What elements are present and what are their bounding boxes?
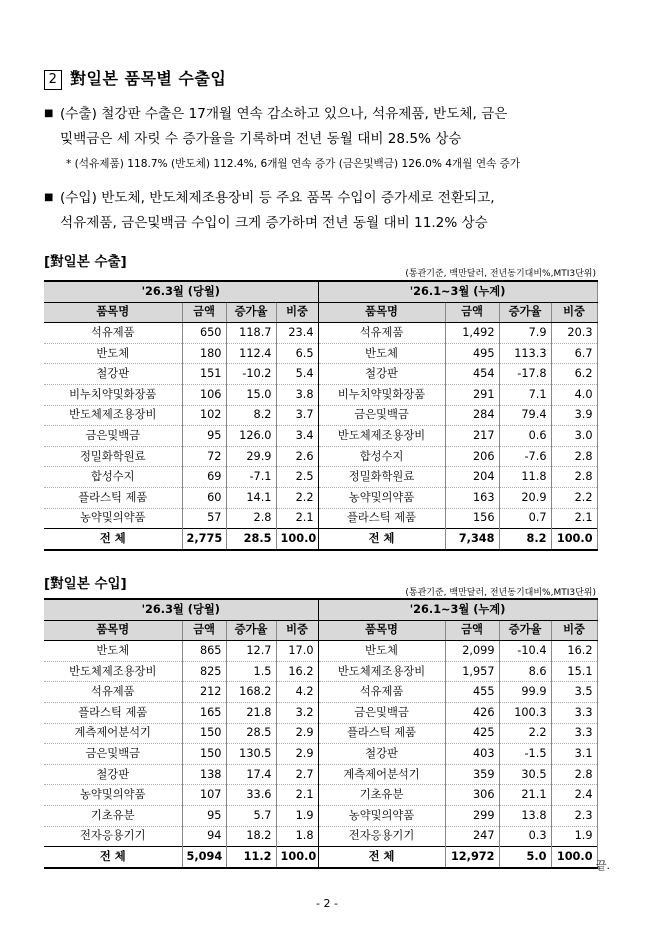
value-cell: 20.9 [499, 487, 551, 508]
item-name-cell: 플라스틱 제품 [44, 702, 182, 723]
value-cell: 2.2 [551, 487, 597, 508]
square-bullet-icon: ■ [44, 108, 54, 119]
value-cell: 20.3 [551, 323, 597, 344]
item-name-cell: 반도체 [44, 641, 182, 662]
value-cell: 60 [182, 487, 226, 508]
value-cell: 156 [445, 508, 499, 529]
end-mark: . 끝. [588, 859, 610, 872]
value-cell: 17.4 [226, 764, 276, 785]
table-row [44, 384, 597, 405]
value-cell: 4.0 [551, 384, 597, 405]
item-name-cell: 농약및의약품 [44, 785, 182, 806]
value-cell: 106 [182, 384, 226, 405]
period-caption-monthly: '26.3월 (당월) [44, 281, 318, 302]
value-cell: 94 [182, 826, 226, 847]
value-cell: 2.1 [551, 508, 597, 529]
total-value-cell: 5,094 [182, 847, 226, 868]
total-value-cell: 7,348 [445, 529, 499, 550]
total-value-cell: 100.0 [276, 847, 318, 868]
item-name-cell: 농약및의약품 [44, 508, 182, 529]
value-cell: 359 [445, 764, 499, 785]
item-name-cell: 플라스틱 제품 [318, 723, 445, 744]
value-cell: 284 [445, 405, 499, 426]
value-cell: 1.9 [276, 805, 318, 826]
table-row [44, 723, 597, 744]
value-cell: 23.4 [276, 323, 318, 344]
value-cell: -1.5 [499, 744, 551, 765]
table-row [44, 446, 597, 467]
period-caption-cumulative: '26.1~3월 (누계) [318, 281, 597, 302]
value-cell: -17.8 [499, 364, 551, 385]
export-table-title: [對일본 수출] [44, 254, 127, 270]
value-cell: 30.5 [499, 764, 551, 785]
column-header: 증가율 [226, 302, 276, 323]
value-cell: 1,957 [445, 661, 499, 682]
item-name-cell: 철강판 [44, 364, 182, 385]
value-cell: 112.4 [226, 343, 276, 364]
value-cell: 2.1 [276, 785, 318, 806]
value-cell: 3.2 [276, 702, 318, 723]
column-header: 금액 [445, 620, 499, 641]
export-summary-line-1: (수출) 철강판 수출은 17개월 연속 감소하고 있으나, 석유제품, 반도체, 금은 [60, 106, 508, 122]
value-cell: 455 [445, 682, 499, 703]
value-cell: 163 [445, 487, 499, 508]
value-cell: -10.2 [226, 364, 276, 385]
value-cell: 5.4 [276, 364, 318, 385]
value-cell: 8.6 [499, 661, 551, 682]
total-value-cell: 100.0 [551, 529, 597, 550]
table-row [44, 682, 597, 703]
value-cell: 0.3 [499, 826, 551, 847]
value-cell: 102 [182, 405, 226, 426]
table-row [44, 487, 597, 508]
square-bullet-icon: ■ [44, 192, 54, 203]
column-header: 증가율 [499, 302, 551, 323]
value-cell: 130.5 [226, 744, 276, 765]
total-value-cell: 8.2 [499, 529, 551, 550]
table-row [44, 426, 597, 447]
value-cell: 95 [182, 805, 226, 826]
total-value-cell: 100.0 [276, 529, 318, 550]
import-unit-note: (통관기준, 백만달러, 전년동기대비%,MTI3단위) [405, 588, 596, 598]
value-cell: 2.8 [226, 508, 276, 529]
export-unit-note: (통관기준, 백만달러, 전년동기대비%,MTI3단위) [405, 269, 596, 279]
total-value-cell: 2,775 [182, 529, 226, 550]
section-title: 對일본 품목별 수출입 [70, 69, 227, 88]
value-cell: 99.9 [499, 682, 551, 703]
value-cell: 306 [445, 785, 499, 806]
value-cell: 425 [445, 723, 499, 744]
table-row [44, 467, 597, 488]
value-cell: 6.5 [276, 343, 318, 364]
total-row [44, 529, 597, 550]
item-name-cell: 플라스틱 제품 [44, 487, 182, 508]
value-cell: 138 [182, 764, 226, 785]
value-cell: 2.2 [499, 723, 551, 744]
value-cell: 426 [445, 702, 499, 723]
item-name-cell: 금은및백금 [318, 405, 445, 426]
table-row [44, 323, 597, 344]
value-cell: 33.6 [226, 785, 276, 806]
table-row [44, 641, 597, 662]
value-cell: 8.2 [226, 405, 276, 426]
column-header-row [44, 620, 597, 641]
page-number: - 2 - [316, 897, 338, 910]
value-cell: 2.4 [551, 785, 597, 806]
item-name-cell: 반도체 [318, 343, 445, 364]
table-row [44, 508, 597, 529]
value-cell: 2,099 [445, 641, 499, 662]
item-name-cell: 비누치약및화장품 [318, 384, 445, 405]
value-cell: 15.1 [551, 661, 597, 682]
item-name-cell: 반도체제조용장비 [318, 426, 445, 447]
table-row [44, 661, 597, 682]
value-cell: 3.3 [551, 723, 597, 744]
column-header: 비중 [551, 620, 597, 641]
value-cell: 2.3 [551, 805, 597, 826]
item-name-cell: 농약및의약품 [318, 487, 445, 508]
column-header: 금액 [182, 620, 226, 641]
value-cell: 18.2 [226, 826, 276, 847]
value-cell: 126.0 [226, 426, 276, 447]
value-cell: 2.6 [276, 446, 318, 467]
import-summary-paragraph [44, 185, 629, 236]
value-cell: 107 [182, 785, 226, 806]
item-name-cell: 반도체제조용장비 [318, 661, 445, 682]
value-cell: 217 [445, 426, 499, 447]
section-heading [44, 66, 226, 90]
value-cell: 17.0 [276, 641, 318, 662]
item-name-cell: 합성수지 [44, 467, 182, 488]
value-cell: 865 [182, 641, 226, 662]
item-name-cell: 금은및백금 [44, 426, 182, 447]
table-row [44, 785, 597, 806]
total-value-cell: 28.5 [226, 529, 276, 550]
value-cell: 2.8 [551, 446, 597, 467]
value-cell: 495 [445, 343, 499, 364]
column-header: 비중 [276, 620, 318, 641]
value-cell: 16.2 [276, 661, 318, 682]
table-row [44, 826, 597, 847]
item-name-cell: 전자응용기기 [318, 826, 445, 847]
value-cell: -7.6 [499, 446, 551, 467]
item-name-cell: 철강판 [318, 364, 445, 385]
value-cell: 2.9 [276, 744, 318, 765]
item-name-cell: 철강판 [318, 744, 445, 765]
item-name-cell: 금은및백금 [318, 702, 445, 723]
value-cell: 7.1 [499, 384, 551, 405]
value-cell: 28.5 [226, 723, 276, 744]
value-cell: 151 [182, 364, 226, 385]
value-cell: -7.1 [226, 467, 276, 488]
item-name-cell: 정밀화학원료 [44, 446, 182, 467]
value-cell: 2.7 [276, 764, 318, 785]
item-name-cell: 반도체 [44, 343, 182, 364]
value-cell: 3.1 [551, 744, 597, 765]
column-header: 비중 [551, 302, 597, 323]
item-name-cell: 석유제품 [318, 682, 445, 703]
value-cell: 180 [182, 343, 226, 364]
value-cell: 1.8 [276, 826, 318, 847]
value-cell: 3.8 [276, 384, 318, 405]
total-row [44, 847, 597, 868]
item-name-cell: 비누치약및화장품 [44, 384, 182, 405]
table-row [44, 744, 597, 765]
item-name-cell: 합성수지 [318, 446, 445, 467]
total-label-cell: 전 체 [44, 529, 182, 550]
value-cell: 150 [182, 723, 226, 744]
item-name-cell: 석유제품 [44, 682, 182, 703]
period-caption-cumulative: '26.1~3월 (누계) [318, 599, 597, 620]
section-number-box: 2 [44, 70, 62, 90]
value-cell: 299 [445, 805, 499, 826]
value-cell: 3.5 [551, 682, 597, 703]
value-cell: 2.8 [551, 764, 597, 785]
value-cell: 150 [182, 744, 226, 765]
item-name-cell: 석유제품 [318, 323, 445, 344]
value-cell: 95 [182, 426, 226, 447]
column-header: 금액 [182, 302, 226, 323]
value-cell: 79.4 [499, 405, 551, 426]
item-name-cell: 철강판 [44, 764, 182, 785]
value-cell: 291 [445, 384, 499, 405]
value-cell: 2.5 [276, 467, 318, 488]
value-cell: 3.9 [551, 405, 597, 426]
total-label-cell: 전 체 [318, 847, 445, 868]
import-table [44, 598, 598, 869]
value-cell: 113.3 [499, 343, 551, 364]
item-name-cell: 플라스틱 제품 [318, 508, 445, 529]
total-value-cell: 5.0 [499, 847, 551, 868]
total-label-cell: 전 체 [318, 529, 445, 550]
column-header-row [44, 302, 597, 323]
value-cell: 2.2 [276, 487, 318, 508]
item-name-cell: 석유제품 [44, 323, 182, 344]
table-row [44, 764, 597, 785]
table-row [44, 343, 597, 364]
value-cell: 14.1 [226, 487, 276, 508]
value-cell: 454 [445, 364, 499, 385]
value-cell: 4.2 [276, 682, 318, 703]
value-cell: 21.8 [226, 702, 276, 723]
value-cell: 825 [182, 661, 226, 682]
value-cell: 650 [182, 323, 226, 344]
value-cell: 5.7 [226, 805, 276, 826]
table-row [44, 405, 597, 426]
item-name-cell: 반도체제조용장비 [44, 405, 182, 426]
value-cell: 2.9 [276, 723, 318, 744]
import-table-title: [對일본 수입] [44, 576, 127, 592]
import-summary-line-2: 석유제품, 금은및백금 수입이 크게 증가하며 전년 동월 대비 11.2% 상승 [60, 215, 488, 231]
value-cell: 16.2 [551, 641, 597, 662]
value-cell: 7.9 [499, 323, 551, 344]
value-cell: 21.1 [499, 785, 551, 806]
column-header: 증가율 [226, 620, 276, 641]
item-name-cell: 반도체 [318, 641, 445, 662]
total-value-cell: 12,972 [445, 847, 499, 868]
value-cell: 2.1 [276, 508, 318, 529]
item-name-cell: 금은및백금 [44, 744, 182, 765]
item-name-cell: 계측제어분석기 [318, 764, 445, 785]
value-cell: 1.5 [226, 661, 276, 682]
value-cell: 15.0 [226, 384, 276, 405]
value-cell: 0.7 [499, 508, 551, 529]
value-cell: 1,492 [445, 323, 499, 344]
column-header: 비중 [276, 302, 318, 323]
total-label-cell: 전 체 [44, 847, 182, 868]
value-cell: 165 [182, 702, 226, 723]
value-cell: 57 [182, 508, 226, 529]
column-header: 품목명 [318, 620, 445, 641]
value-cell: 2.8 [551, 467, 597, 488]
value-cell: 0.6 [499, 426, 551, 447]
value-cell: 100.3 [499, 702, 551, 723]
value-cell: 3.3 [551, 702, 597, 723]
column-header: 품목명 [318, 302, 445, 323]
table-row [44, 364, 597, 385]
value-cell: 403 [445, 744, 499, 765]
column-header: 품목명 [44, 302, 182, 323]
item-name-cell: 전자응용기기 [44, 826, 182, 847]
total-value-cell: 11.2 [226, 847, 276, 868]
value-cell: 3.7 [276, 405, 318, 426]
value-cell: 11.8 [499, 467, 551, 488]
import-summary-line-1: (수입) 반도체, 반도체제조용장비 등 주요 품목 수입이 증가세로 전환되고, [60, 190, 495, 206]
value-cell: 29.9 [226, 446, 276, 467]
value-cell: 12.7 [226, 641, 276, 662]
column-header: 증가율 [499, 620, 551, 641]
export-summary-line-2: 및백금은 세 자릿 수 증가율을 기록하며 전년 동월 대비 28.5% 상승 [60, 131, 462, 147]
item-name-cell: 계측제어분석기 [44, 723, 182, 744]
value-cell: 1.9 [551, 826, 597, 847]
table-row [44, 702, 597, 723]
value-cell: 118.7 [226, 323, 276, 344]
value-cell: 247 [445, 826, 499, 847]
value-cell: 168.2 [226, 682, 276, 703]
value-cell: 72 [182, 446, 226, 467]
export-table [44, 280, 598, 551]
value-cell: 69 [182, 467, 226, 488]
value-cell: 206 [445, 446, 499, 467]
value-cell: 3.4 [276, 426, 318, 447]
item-name-cell: 기초유분 [318, 785, 445, 806]
value-cell: 13.8 [499, 805, 551, 826]
item-name-cell: 농약및의약품 [318, 805, 445, 826]
export-summary-paragraph [44, 101, 629, 152]
export-footnote: * (석유제품) 118.7% (반도체) 112.4%, 6개월 연속 증가 (금은및백금) 126.0% 4개월 연속 증가 [66, 158, 521, 170]
value-cell: 212 [182, 682, 226, 703]
table-row [44, 805, 597, 826]
value-cell: 6.2 [551, 364, 597, 385]
column-header: 품목명 [44, 620, 182, 641]
period-caption-row [44, 281, 597, 302]
item-name-cell: 반도체제조용장비 [44, 661, 182, 682]
column-header: 금액 [445, 302, 499, 323]
value-cell: 6.7 [551, 343, 597, 364]
value-cell: 204 [445, 467, 499, 488]
period-caption-row [44, 599, 597, 620]
period-caption-monthly: '26.3월 (당월) [44, 599, 318, 620]
value-cell: -10.4 [499, 641, 551, 662]
total-value-cell: 100.0 [551, 847, 597, 868]
item-name-cell: 기초유분 [44, 805, 182, 826]
value-cell: 3.0 [551, 426, 597, 447]
item-name-cell: 정밀화학원료 [318, 467, 445, 488]
